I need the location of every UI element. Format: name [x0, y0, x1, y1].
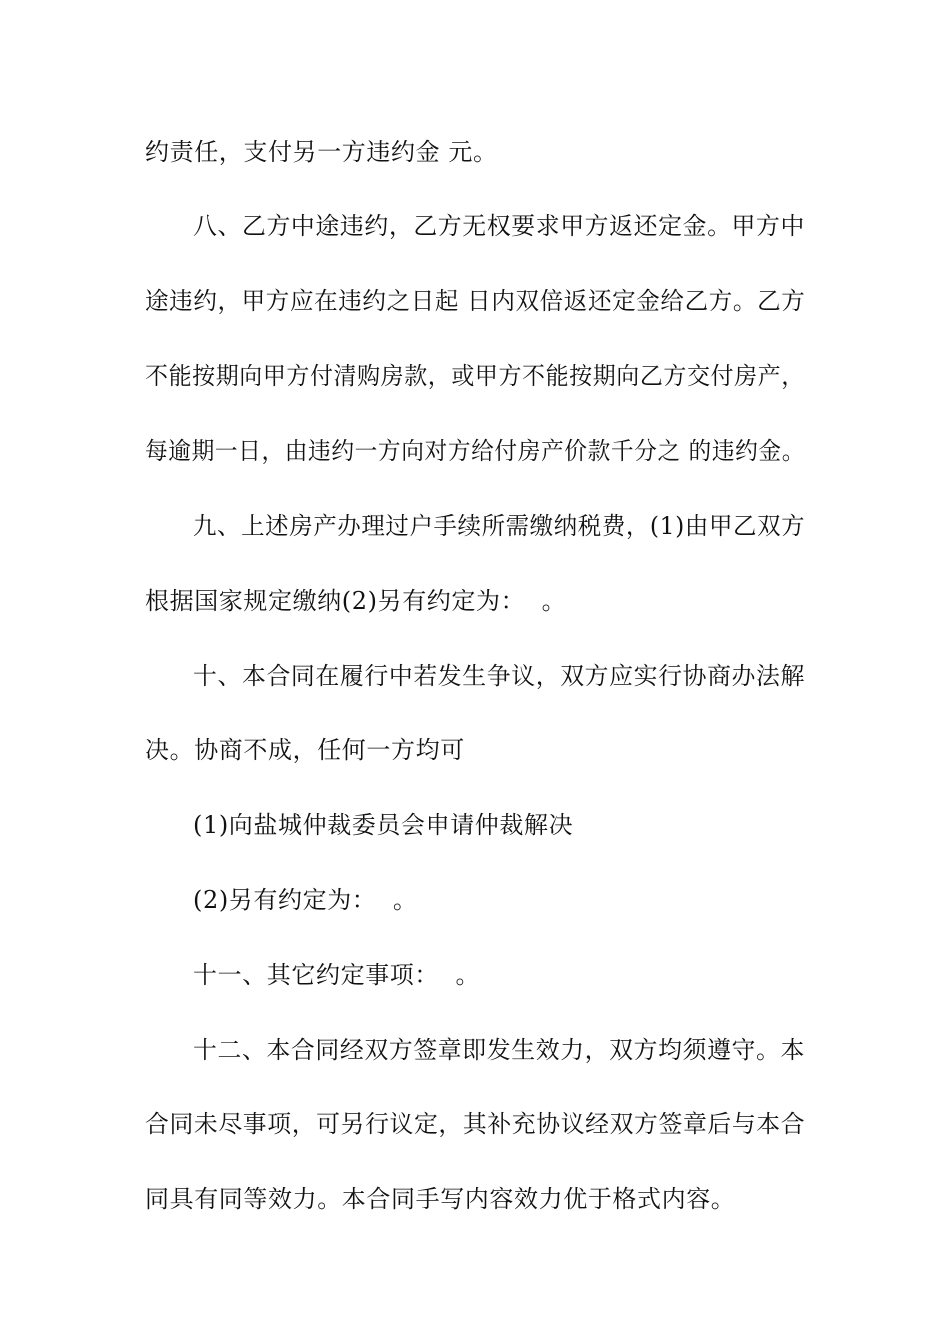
text-line-12: 十一、其它约定事项： 。: [193, 961, 481, 989]
text-line-1: 约责任，支付另一方违约金 元。: [145, 138, 498, 166]
text-line-11: (2)另有约定为： 。: [193, 886, 418, 914]
text-line-6: 九、上述房产办理过户手续所需缴纳税费，(1)由甲乙双方: [193, 512, 806, 540]
text-line-8: 十、本合同在履行中若发生争议，双方应实行协商办法解: [193, 662, 805, 690]
text-line-4: 不能按期向甲方付清购房款，或甲方不能按期向乙方交付房产，: [145, 362, 805, 390]
text-line-14: 合同未尽事项，可另行议定，其补充协议经双方签章后与本合: [145, 1110, 806, 1138]
text-line-10: (1)向盐城仲裁委员会申请仲裁解决: [193, 811, 574, 839]
text-line-3: 途违约，甲方应在违约之日起 日内双倍返还定金给乙方。乙方: [145, 287, 806, 315]
text-line-13: 十二、本合同经双方签章即发生效力，双方均须遵守。本: [193, 1036, 805, 1064]
text-line-15: 同具有同等效力。本合同手写内容效力优于格式内容。: [145, 1185, 736, 1213]
text-line-2: 八、乙方中途违约，乙方无权要求甲方返还定金。甲方中: [193, 212, 805, 240]
text-line-9: 决。协商不成，任何一方均可: [145, 736, 465, 764]
text-line-7: 根据国家规定缴纳(2)另有约定为： 。: [145, 587, 567, 615]
text-line-5: 每逾期一日，由违约一方向对方给付房产价款千分之 的违约金。: [145, 437, 806, 465]
